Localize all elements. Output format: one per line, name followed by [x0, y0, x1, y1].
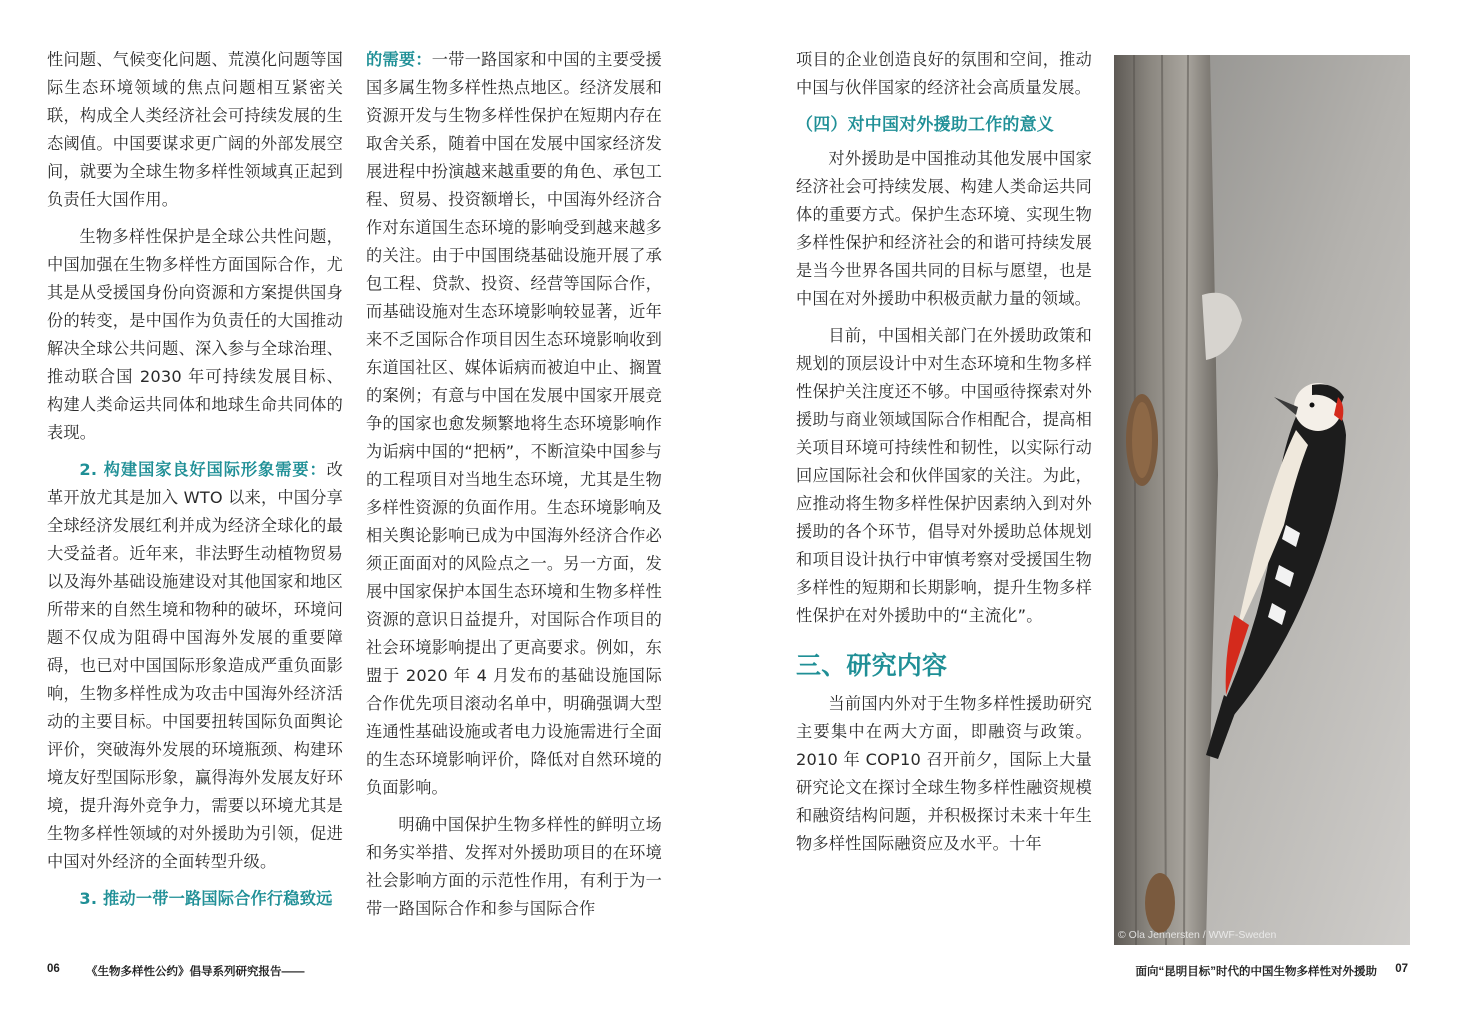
- paragraph: 对外援助是中国推动其他发展中国家经济社会可持续发展、构建人类命运共同体的重要方式。保护生态环境、实现生物多样性保护和经济社会的和谐可持续发展是当今世界各国共同的目标与愿望，也是中国在对外援助中积极贡献力量的领域。: [796, 149, 1092, 308]
- woodpecker-illustration: [1114, 55, 1410, 945]
- photo-credit: © Ola Jennersten / WWF-Sweden: [1118, 929, 1277, 941]
- left-column-2: [366, 46, 662, 932]
- paragraph: 性问题、气候变化问题、荒漠化问题等国际生态环境领域的焦点问题相互紧密关联，构成全人类经济社会可持续发展的生态阈值。中国要谋求更广阔的外部发展空间，就要为全球生物多样性领域真正起到负责任大国作用。: [47, 50, 343, 209]
- chapter-heading: 三、研究内容: [796, 651, 948, 680]
- subheading: 2. 构建国家良好国际形象需要：: [79, 460, 327, 479]
- paragraph-body: 改革开放尤其是加入 WTO 以来，中国分享全球经济发展红利并成为经济全球化的最大受益者。近年来，非法野生动植物贸易以及海外基础设施建设对其他国家和地区所带来的自然生境和物种的破坏，环境问题不仅成为阻碍中国海外发展的重要障碍，也已对中国国际形象造成严重负面影响，生物多样性成为攻击中国海外经济活动的主要目标。中国要扭转国际负面舆论评价，突破海外发展的环境瓶颈、构建环境友好型国际形象，赢得海外发展友好环境，提升海外竞争力，需要以环境尤其是生物多样性领域的对外援助为引领，促进中国对外经济的全面转型升级。: [47, 460, 343, 871]
- page-number-right: 07: [1395, 963, 1408, 975]
- paragraph: 明确中国保护生物多样性的鲜明立场和务实举措、发挥对外援助项目的在环境社会影响方面的示范性作用，有利于为一带一路国际合作和参与国际合作: [366, 815, 662, 918]
- right-column: [796, 46, 1092, 867]
- paragraph: 生物多样性保护是全球公共性问题，中国加强在生物多样性方面国际合作，尤其是从受援国身份向资源和方案提供国身份的转变，是中国作为负责任的大国推动解决全球公共问题、深入参与全球治理、推动联合国 2030 年可持续发展目标、构建人类命运共同体和地球生命共同体的表现。: [47, 227, 343, 442]
- paragraph: 项目的企业创造良好的氛围和空间，推动中国与伙伴国家的经济社会高质量发展。: [796, 50, 1092, 97]
- section-heading: （四）对中国对外援助工作的意义: [796, 115, 1054, 135]
- left-column-1: [47, 46, 343, 922]
- paragraph: [47, 456, 343, 876]
- paragraph-body: 一带一路国家和中国的主要受援国多属生物多样性热点地区。经济发展和资源开发与生物多样性保护在短期内存在取舍关系，随着中国在发展中国家经济发展进程中扮演越来越重要的角色、承包工程、贸易、投资额增长，中国海外经济合作对东道国生态环境的影响受到越来越多的关注。由于中国围绕基础设施开展了承包工程、贷款、投资、经营等国际合作，而基础设施对生态环境影响较显著，近年来不乏国际合作项目因生态环境影响收到东道国社区、媒体诟病而被迫中止、搁置的案例；有意与中国在发展中国家开展竞争的国家也愈发频繁地将生态环境影响作为诟病中国的“把柄”，不断渲染中国参与的工程项目对当地生态环境，尤其是生物多样性资源的负面作用。生态环境影响及相关舆论影响已成为中国海外经济合作必须正面面对的风险点之一。另一方面，发展中国家保护本国生态环境和生物多样性资源的意识日益提升，对国际合作项目的社会环境影响提出了更高要求。例如，东盟于 2020 年 4 月发布的基础设施国际合作优先项目滚动名单中，明确强调大型连通性基础设施或者电力设施需进行全面的生态环境影响评价，降低对自然环境的负面影响。: [366, 50, 662, 797]
- paragraph: 当前国内外对于生物多样性援助研究主要集中在两大方面，即融资与政策。2010 年 COP10 召开前夕，国际上大量研究论文在探讨全球生物多样性融资规模和融资结构问题，并积极探讨未来十年生物多样性国际融资应及水平。十年: [796, 694, 1092, 853]
- running-footer-right: 面向“昆明目标”时代的中国生物多样性对外援助: [1135, 966, 1377, 978]
- woodpecker-photo: [1114, 55, 1410, 945]
- page-number-left: 06: [47, 963, 60, 975]
- subheading-continued: 的需要：: [366, 50, 432, 69]
- subheading: 3. 推动一带一路国际合作行稳致远: [79, 889, 333, 908]
- paragraph: [47, 885, 343, 913]
- paragraph: [366, 46, 662, 802]
- paragraph: 目前，中国相关部门在外援助政策和规划的顶层设计中对生态环境和生物多样性保护关注度还不够。中国亟待探索对外援助与商业领域国际合作相配合，提高相关项目环境可持续性和韧性，以实际行动回应国际社会和伙伴国家的关注。为此，应推动将生物多样性保护因素纳入到对外援助的各个环节，倡导对外援助总体规划和项目设计执行中审慎考察对受援国生物多样性的短期和长期影响，提升生物多样性保护在对外援助中的“主流化”。: [796, 326, 1092, 625]
- running-footer-left: 《生物多样性公约》倡导系列研究报告——: [86, 966, 305, 978]
